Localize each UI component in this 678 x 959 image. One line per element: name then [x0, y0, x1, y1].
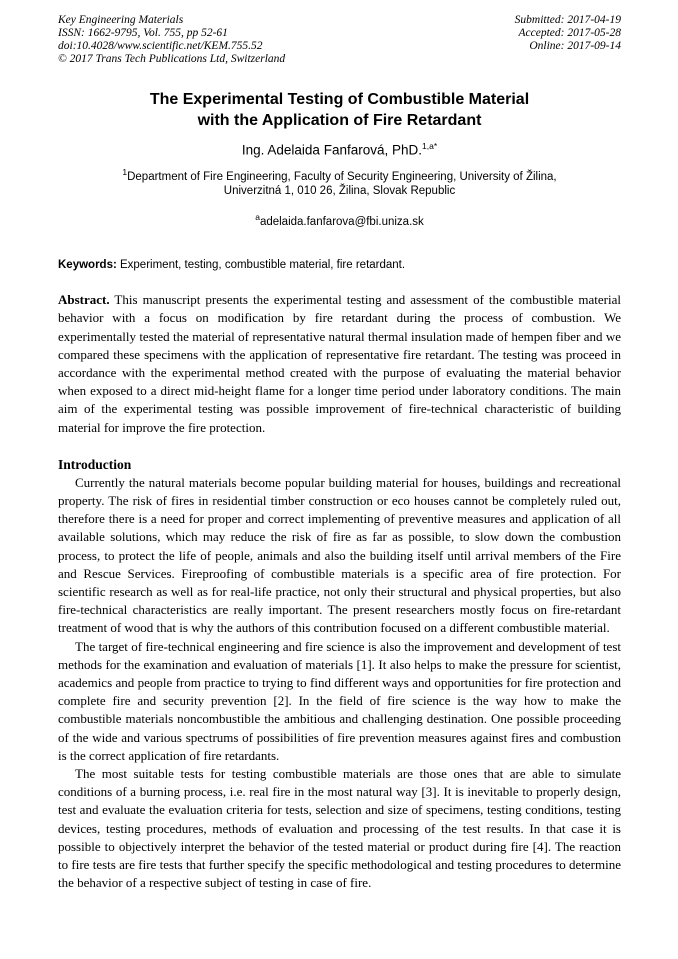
author-name: Ing. Adelaida Fanfarová, PhD.: [241, 142, 422, 158]
journal-issn-volume: ISSN: 1662-9795, Vol. 755, pp 52-61: [58, 27, 228, 39]
introduction-paragraph-1: Currently the natural materials become popular building material for houses, buildings and recreational property. The risk of fires in residential timber construction or eco houses cannot be completely ruled out, therefore there is a need for proper and correct implementing of preventive measures and application of all available solutions, which may reduce the risk of fire as far as possible, to slow down the combustion process, to protect the life of people, animals and also the building itself until arrival members of the Fire and Rescue Services. Fireproofing of combustible materials is a specific area of fire protection. For scientific research as well as for real-life practice, not only their structural and physical properties, but also fire-technical characteristics are really important. The present researchers mostly focus on fire-retardant treatment of wood that is why the authors of this contribution focused on a different combustible material.: [58, 474, 621, 636]
abstract-paragraph: [58, 291, 621, 437]
keywords-line: [58, 258, 621, 272]
journal-masthead: [58, 14, 621, 66]
journal-doi: doi:10.4028/www.scientific.net/KEM.755.52: [58, 40, 263, 52]
affiliation-superscript: 1: [122, 166, 128, 177]
keywords-text: Experiment, testing, combustible material, fire retardant.: [116, 259, 406, 272]
author-superscript: 1,a*: [422, 141, 438, 151]
email-address: adelaida.fanfarova@fbi.uniza.sk: [259, 216, 424, 229]
introduction-heading: Introduction: [58, 456, 132, 472]
introduction-paragraph-2: The target of fire-technical engineering and fire science is also the improvement and development of test methods for the examination and evaluation of materials [1]. It also helps to make the pressure for scientist, academics and people from practice to trying to find different ways and opportunities for fire protection and complete fire and security prevention [2]. In the field of fire science is the way how to make the combustible materials noncombustible the ambitious and challenging destination. One possible proceeding of the wide and various spectrums of possibilities of fire prevention measures against fires and combustion is the correct application of fire retardants.: [58, 638, 621, 763]
masthead-left: [58, 14, 285, 66]
accepted-date: Accepted: 2017-05-28: [518, 27, 621, 39]
submitted-date: Submitted: 2017-04-19: [514, 14, 621, 26]
keywords-label: Keywords:: [58, 259, 117, 272]
masthead-right: [515, 14, 621, 66]
abstract-label: Abstract.: [58, 292, 110, 308]
online-date: Online: 2017-09-14: [529, 40, 621, 52]
paper-title-line-2: with the Application of Fire Retardant: [197, 112, 482, 129]
introduction-paragraph-3: The most suitable tests for testing combustible materials are those ones that are able to simulate conditions of a burning process, i.e. real fire in the most natural way [3]. It is inevitable to properly design, test and evaluate the evaluation criteria for tests, selection and size of specimens, testing conditions, testing devices, testing procedures, methods of evaluation and processing of the test results. In that case it is possible to objectively interpret the behavior of the tested material or product during fire [4]. The reaction to fire tests are fire tests that further specify the specific methodological and testing procedures to determine the behavior of a respective subject of testing in case of fire.: [58, 766, 621, 891]
affiliation-line-1: [58, 165, 621, 185]
paper-title-line-1: The Experimental Testing of Combustible Material: [149, 91, 530, 108]
affiliation-line-2: Univerzitná 1, 010 26, Žilina, Slovak Republic: [223, 185, 456, 198]
email-superscript: a: [255, 212, 260, 223]
author-line: [58, 138, 621, 159]
author-email: [58, 210, 621, 229]
abstract-text: This manuscript presents the experimental testing and assessment of the combustible material behavior with a focus on modification by fire retardant during the process of combustion. We experimentally tested the material of representative natural thermal insulation made of hempen fiber and we compared these specimens with the application of representative fire retardant. The testing was proceed in accordance with the experimental method created with the purpose of evaluating the material behavior when exposed to a direct mid-height flame for a longer time period under laboratory conditions. The main aim of the experimental testing was possible improvement of fire-technical characteristic of building material for improve the fire protection.: [58, 292, 621, 435]
journal-copyright: © 2017 Trans Tech Publications Ltd, Switzerland: [58, 53, 286, 65]
affiliation-department: Department of Fire Engineering, Faculty of Security Engineering, University of Žilina,: [127, 170, 557, 183]
journal-name: Key Engineering Materials: [58, 14, 184, 26]
affiliation: [58, 165, 621, 200]
paper-title: [58, 89, 621, 131]
